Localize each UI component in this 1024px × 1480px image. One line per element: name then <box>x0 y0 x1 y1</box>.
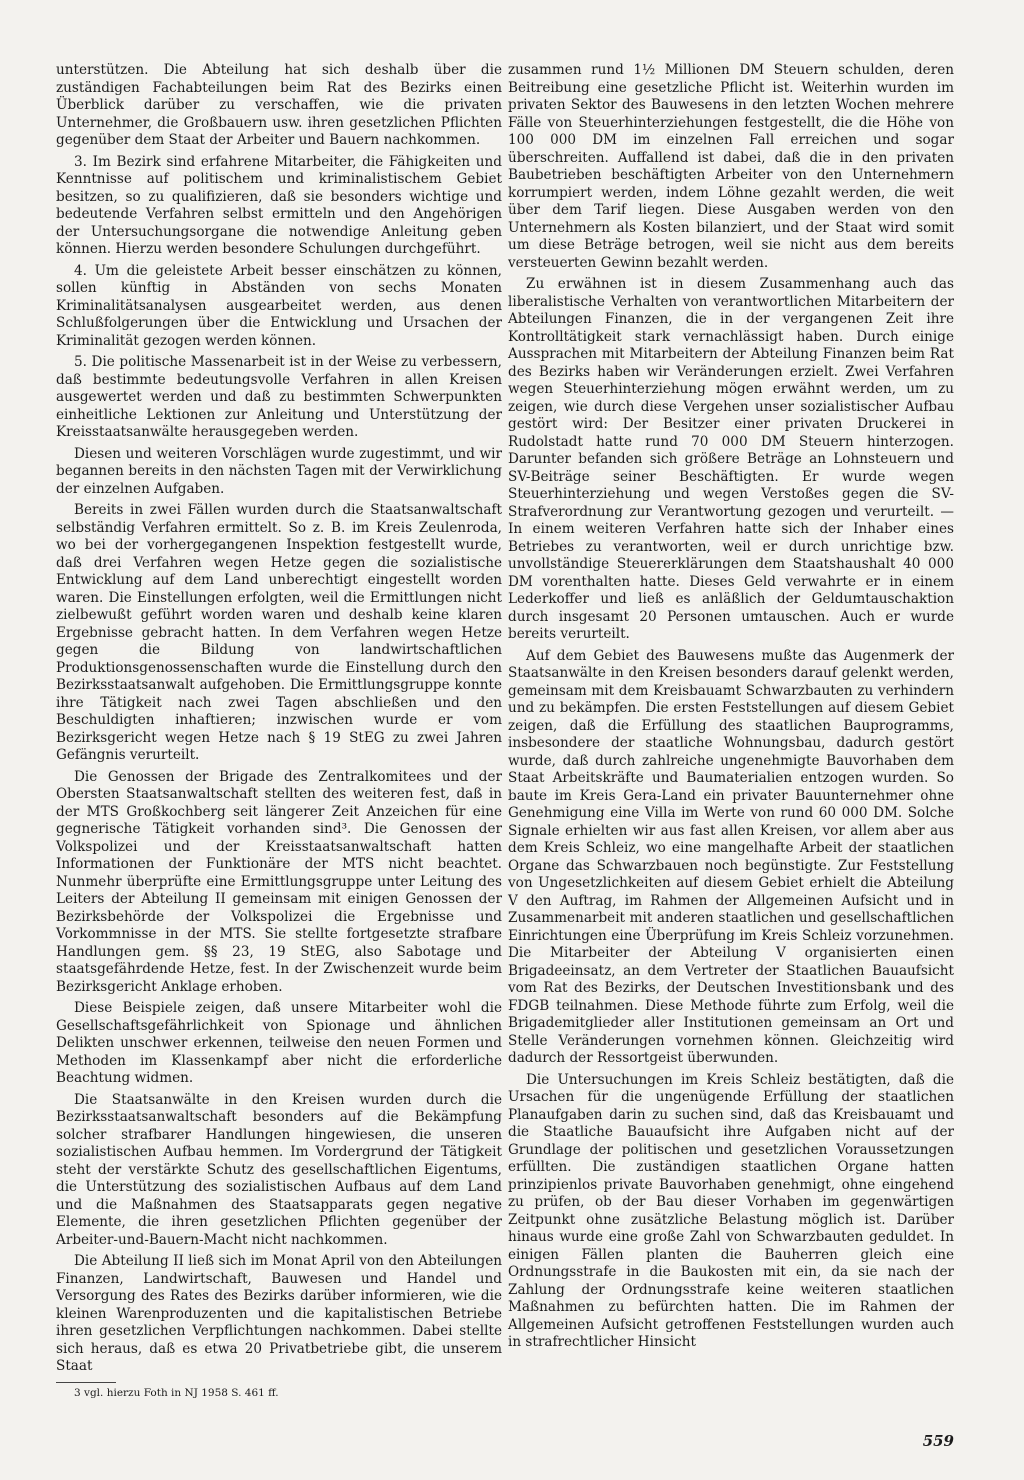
footnote: 3 vgl. hierzu Foth in NJ 1958 S. 461 ff. <box>74 1386 279 1399</box>
paragraph: Die Abteilung II ließ sich im Monat April von den Abteilungen Finanzen, Landwirtschaft, Bauwesen und Handel und Versorgung des Rates des Bezirks darüber informieren, wie die kleinen Warenproduzenten und die kapitalistischen Betriebe ihren gesetzlichen Verpflichtungen nachkommen. Dabei stellte sich heraus, daß es etwa 20 Privatbetriebe gibt, die unserem Staat <box>56 1253 502 1374</box>
right-column <box>508 62 954 1356</box>
paragraph: 5. Die politische Massenarbeit ist in der Weise zu verbessern, daß bestimmte bedeutungsvolle Verfahren in allen Kreisen ausgewertet werden und daß zu bestimmten Schwerpunkten einheitliche Lektionen zur Anleitung und Unterstützung der Kreisstaatsanwälte herausgegeben werden. <box>56 354 502 440</box>
paragraph: Zu erwähnen ist in diesem Zusammenhang auch das liberalistische Verhalten von verantwortlichen Mitarbeitern der Abteilungen Finanzen, die in der vergangenen Zeit ihre Kontrolltätigkeit stark vernachlässigt haben. Durch einige Aussprachen mit Mitarbeitern der Abteilung Finanzen beim Rat des Bezirks haben wir Veränderungen erzielt. Zwei Verfahren wegen Steuerhinterziehung mögen erwähnt werden, um zu zeigen, wie durch diese Vergehen unser sozialistischer Aufbau gestört wird: Der Besitzer einer privaten Druckerei in Rudolstadt hatte rund 70 000 DM Steuern hinterzogen. Darunter befanden sich größere Beträge an Lohnsteuern und SV-Beiträge seiner Beschäftigten. Er wurde wegen Steuerhinterziehung und wegen Verstoßes gegen die SV-Strafverordnung zur Verantwortung gezogen und verurteilt. — In einem weiteren Verfahren hatte sich der Inhaber eines Betriebes zu verantworten, weil er durch unrichtige bzw. unvollständige Steuererklärungen dem Staatshaushalt 40 000 DM vorenthalten hatte. Dieses Geld verwahrte er in einem Lederkoffer und ließ es anläßlich der Geldumtauschaktion durch insgesamt 20 Personen umtauschen. Auch er wurde bereits verurteilt. <box>508 276 954 642</box>
paragraph: 3. Im Bezirk sind erfahrene Mitarbeiter, die Fähigkeiten und Kenntnisse auf politischem und kriminalistischem Gebiet besitzen, so zu qualifizieren, daß sie besonders wichtige und bedeutende Verfahren selbst ermitteln und den Angehörigen der Untersuchungsorgane die notwendige Anleitung geben können. Hierzu werden besondere Schulungen durchgeführt. <box>56 153 502 257</box>
paragraph: Diese Beispiele zeigen, daß unsere Mitarbeiter wohl die Gesellschaftsgefährlichkeit von Spionage und ähnlichen Delikten unschwer erkennen, teilweise den neuen Formen und Methoden im Klassenkampf aber nicht die erforderliche Beachtung widmen. <box>56 1000 502 1086</box>
paragraph: zusammen rund 1½ Millionen DM Steuern schulden, deren Beitreibung eine gesetzliche Pflicht ist. Weiterhin wurden im privaten Sektor des Bauwesens in den letzten Wochen mehrere Fälle von Steuerhinterziehungen festgestellt, die die Höhe von 100 000 DM im einzelnen Fall erreichen und sogar überschreiten. Auffallend ist dabei, daß die in den privaten Baubetrieben beschäftigten Arbeiter von den Unternehmern korrumpiert werden, indem Löhne gezahlt werden, die weit über dem Tarif liegen. Diese Ausgaben werden von den Unternehmern als Kosten bilanziert, und der Staat wird somit um diese Beträge betrogen, weil sie nicht aus dem bereits versteuerten Gewinn bezahlt werden. <box>508 62 954 271</box>
paragraph: Die Genossen der Brigade des Zentralkomitees und der Obersten Staatsanwaltschaft stellten des weiteren fest, daß in der MTS Großkochberg seit längerer Zeit Anzeichen für eine gegnerische Tätigkeit vorhanden sind³. Die Genossen der Volkspolizei und der Kreisstaatsanwaltschaft hatten Informationen der Funktionäre der MTS nicht beachtet. Nunmehr überprüfte eine Ermittlungsgruppe unter Leitung des Leiters der Abteilung II gemeinsam mit einigen Genossen der Bezirksbehörde der Volkspolizei die Ergebnisse und Vorkommnisse in der MTS. Sie stellte fortgesetzte strafbare Handlungen gem. §§ 23, 19 StEG, also Sabotage und staatsgefährdende Hetze, fest. In der Zwischenzeit wurde beim Bezirksgericht Anklage erhoben. <box>56 768 502 995</box>
paragraph: Diesen und weiteren Vorschlägen wurde zugestimmt, und wir begannen bereits in den nächsten Tagen mit der Verwirklichung der einzelnen Aufgaben. <box>56 445 502 497</box>
footnote-divider <box>56 1382 116 1383</box>
paragraph: unterstützen. Die Abteilung hat sich deshalb über die zuständigen Fachabteilungen beim Rat des Bezirks einen Überblick darüber zu verschaffen, wie die privaten Unternehmer, die Großbauern usw. ihren gesetzlichen Pflichten gegenüber dem Staat der Arbeiter und Bauern nachkommen. <box>56 62 502 148</box>
paragraph: Bereits in zwei Fällen wurden durch die Staatsanwaltschaft selbständig Verfahren ermittelt. So z. B. im Kreis Zeulenroda, wo bei der vorhergegangenen Inspektion festgestellt wurde, daß drei Verfahren wegen Hetze gegen die sozialistische Entwicklung auf dem Land unberechtigt eingestellt worden waren. Die Einstellungen erfolgten, weil die Ermittlungen nicht zielbewußt geführt worden waren und deshalb keine klaren Ergebnisse gebracht hatten. In dem Verfahren wegen Hetze gegen die Bildung von landwirtschaftlichen Produktionsgenossenschaften wurde die Einstellung durch den Bezirksstaatsanwalt aufgehoben. Die Ermittlungsgruppe konnte ihre Tätigkeit nach zwei Tagen abschließen und den Beschuldigten inhaftieren; inzwischen wurde er vom Bezirksgericht wegen Hetze nach § 19 StEG zu zwei Jahren Gefängnis verurteilt. <box>56 502 502 763</box>
left-column <box>56 62 502 1404</box>
paragraph: Die Untersuchungen im Kreis Schleiz bestätigten, daß die Ursachen für die ungenügende Erfüllung der staatlichen Planaufgaben darin zu suchen sind, daß das Kreisbauamt und die Staatliche Bauaufsicht ihre Aufgaben nicht auf der Grundlage der politischen und gesetzlichen Voraussetzungen erfüllten. Die zuständigen staatlichen Organe hatten prinzipienlos private Bauvorhaben genehmigt, ohne eingehend zu prüfen, ob der Bau dieser Vorhaben im gegenwärtigen Zeitpunkt ohne zusätzliche Belastung möglich ist. Darüber hinaus wurde eine große Zahl von Schwarzbauten geduldet. In einigen Fällen planten die Bauherren gleich eine Ordnungsstrafe in die Baukosten mit ein, da sie nach der Zahlung der Ordnungsstrafe keine weiteren staatlichen Maßnahmen zu befürchten hatten. Die im Rahmen der Allgemeinen Aufsicht getroffenen Feststellungen wurden auch in strafrechtlicher Hinsicht <box>508 1071 954 1350</box>
page-number: 559 <box>922 1432 954 1450</box>
paragraph: 4. Um die geleistete Arbeit besser einschätzen zu können, sollen künftig in Abständen von sechs Monaten Kriminalitätsanalysen ausgearbeitet werden, aus denen Schlußfolgerungen über die Entwicklung und Ursachen der Kriminalität gezogen werden können. <box>56 262 502 349</box>
paragraph: Die Staatsanwälte in den Kreisen wurden durch die Bezirksstaatsanwaltschaft besonders auf die Bekämpfung solcher strafbarer Handlungen hingewiesen, die unseren sozialistischen Aufbau hemmen. Im Vordergrund der Tätigkeit steht der verstärkte Schutz des gesellschaftlichen Eigentums, die Unterstützung des sozialistischen Aufbaus auf dem Land und die Maßnahmen des Staatsapparats gegen negative Elemente, die ihren gesetzlichen Pflichten gegenüber der Arbeiter-und-Bauern-Macht nicht nachkommen. <box>56 1091 502 1248</box>
paragraph: Auf dem Gebiet des Bauwesens mußte das Augenmerk der Staatsanwälte in den Kreisen besonders darauf gelenkt werden, gemeinsam mit dem Kreisbauamt Schwarzbauten zu verhindern und zu bekämpfen. Die ersten Feststellungen auf diesem Gebiet zeigen, daß die Erfüllung des staatlichen Bauprogramms, insbesondere der staatliche Wohnungsbau, dadurch gestört wurde, daß durch zahlreiche ungenehmigte Bauvorhaben dem Staat Arbeitskräfte und Baumaterialien entzogen wurden. So baute im Kreis Gera-Land ein privater Bauunternehmer ohne Genehmigung eine Villa im Werte von rund 60 000 DM. Solche Signale erhielten wir aus fast allen Kreisen, vor allem aber aus dem Kreis Schleiz, wo eine mangelhafte Arbeit der staatlichen Organe das Schwarzbauen noch begünstigte. Zur Feststellung von Ungesetzlichkeiten auf diesem Gebiet erhielt die Abteilung V den Auftrag, im Rahmen der Allgemeinen Aufsicht und in Zusammenarbeit mit anderen staatlichen und gesellschaftlichen Einrichtungen eine Überprüfung im Kreis Schleiz vorzunehmen. Die Mitarbeiter der Abteilung V organisierten einen Brigadeeinsatz, an dem Vertreter der Staatlichen Bauaufsicht vom Rat des Bezirks, der Deutschen Investitionsbank und des FDGB teilnahmen. Diese Methode führte zum Erfolg, weil die Brigademitglieder aller Institutionen gemeinsam an Ort und Stelle Veränderungen vornehmen können. Gleichzeitig wird dadurch der Ressortgeist überwunden. <box>508 647 954 1066</box>
